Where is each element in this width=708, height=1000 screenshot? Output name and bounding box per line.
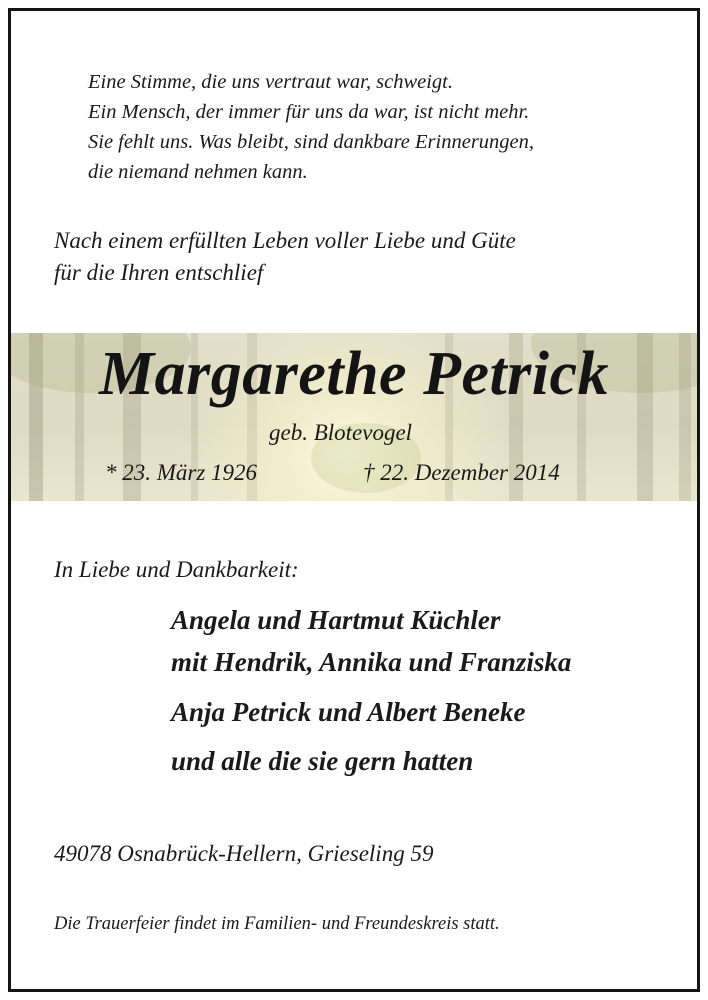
mourner-line: und alle die sie gern hatten — [171, 746, 474, 776]
poem-line: Ein Mensch, der immer für uns da war, ist nicht mehr. — [88, 101, 530, 123]
mourner-line: Anja Petrick und Albert Beneke — [171, 697, 526, 727]
poem-line: Sie fehlt uns. Was bleibt, sind dankbare Erinnerungen, — [88, 131, 535, 153]
mourner-line: mit Hendrik, Annika und Franziska — [171, 647, 572, 677]
address: 49078 Osnabrück-Hellern, Grieseling 59 — [54, 841, 434, 866]
forest-banner — [11, 333, 697, 501]
mourners-label: In Liebe und Dankbarkeit: — [54, 557, 299, 582]
mourner-line: Angela und Hartmut Küchler — [171, 605, 501, 635]
death-date: † 22. Dezember 2014 — [363, 460, 560, 485]
intro-line: Nach einem erfüllten Leben voller Liebe und Güte — [54, 228, 516, 253]
intro-line: für die Ihren entschlief — [54, 260, 264, 285]
obituary-notice — [8, 8, 700, 992]
deceased-name: Margarethe Petrick — [98, 340, 610, 408]
poem-line: die niemand nehmen kann. — [88, 161, 308, 183]
birth-date: * 23. März 1926 — [105, 460, 258, 485]
poem-line: Eine Stimme, die uns vertraut war, schweigt. — [88, 71, 453, 93]
birth-name: geb. Blotevogel — [269, 420, 413, 445]
funeral-note: Die Trauerfeier findet im Familien- und Freundeskreis statt. — [54, 914, 500, 934]
